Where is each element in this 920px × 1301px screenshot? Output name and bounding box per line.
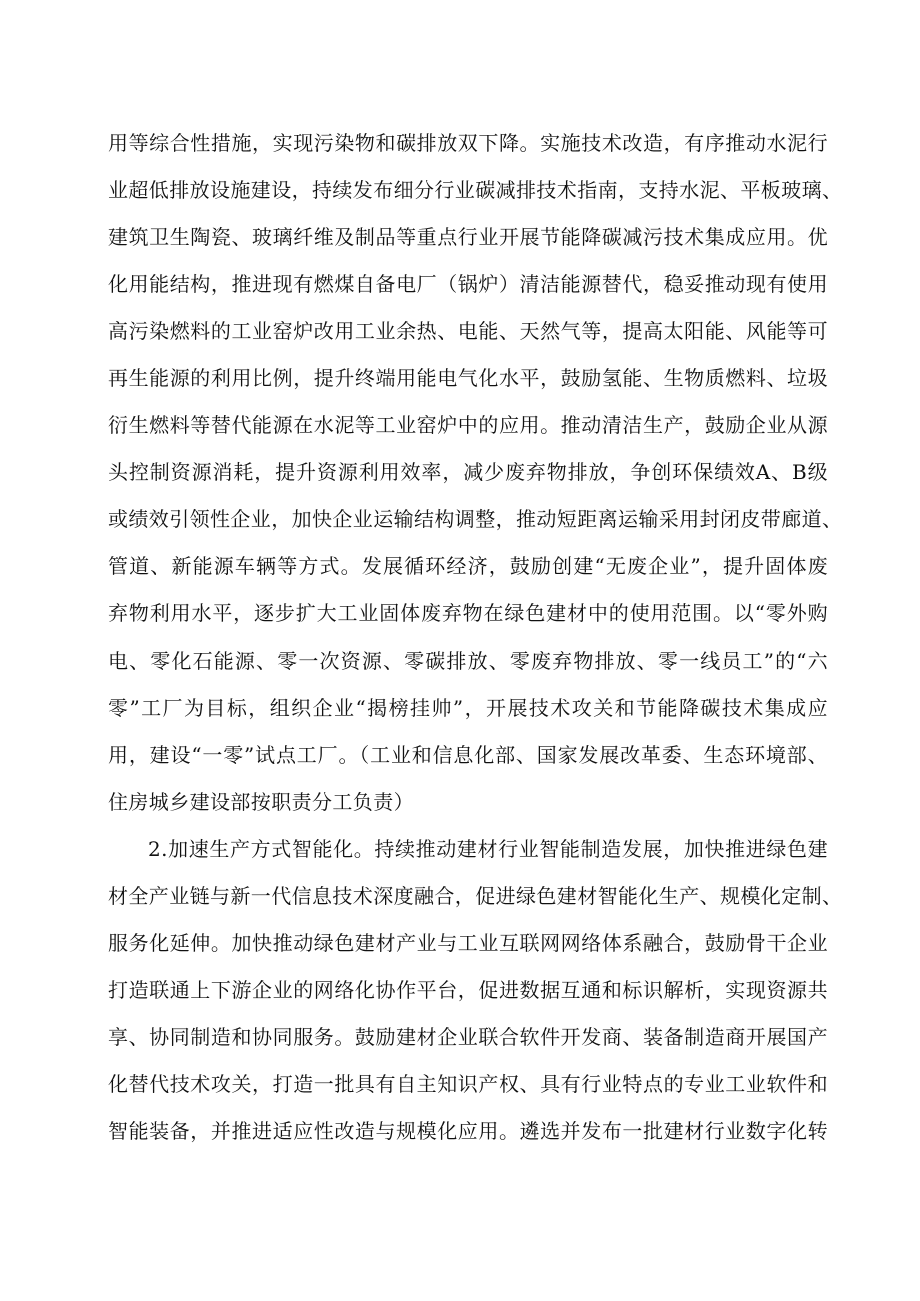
text-line: 业超低排放设施建设，持续发布细分行业碳减排技术指南，支持水泥、平板玻璃、 [108,178,843,203]
text-line: 高污染燃料的工业窑炉改用工业余热、电能、天然气等，提高太阳能、风能等可 [108,319,828,344]
text-line: 或绩效引领性企业，加快企业运输结构调整，推动短距离运输采用封闭皮带廊道、 [108,507,843,532]
text-line: 化用能结构，推进现有燃煤自备电厂（锅炉）清洁能源替代，稳妥推动现有使用 [108,272,828,297]
text-line: 打造联通上下游企业的网络化协作平台，促进数据互通和标识解析，实现资源共 [108,977,828,1002]
text-line: 衍生燃料等替代能源在水泥等工业窑炉中的应用。推动清洁生产，鼓励企业从源 [108,413,828,438]
text-line: 零”工厂为目标，组织企业“揭榜挂帅”，开展技术攻关和节能降碳技术集成应 [108,695,828,720]
text-line: 管道、新能源车辆等方式。发展循环经济，鼓励创建“无废企业”，提升固体废 [108,554,828,579]
text-line: 头控制资源消耗，提升资源利用效率，减少废弃物排放，争创环保绩效A、B级 [108,460,828,485]
text-line: 再生能源的利用比例，提升终端用能电气化水平，鼓励氢能、生物质燃料、垃圾 [108,366,828,391]
text-line: 智能装备，并推进适应性改造与规模化应用。遴选并发布一批建材行业数字化转 [108,1118,828,1143]
text-line: 享、协同制造和协同服务。鼓励建材企业联合软件开发商、装备制造商开展国产 [108,1024,828,1049]
text-line: 材全产业链与新一代信息技术深度融合，促进绿色建材智能化生产、规模化定制、 [108,883,843,908]
body-text [108,120,843,1155]
text-line: 化替代技术攻关，打造一批具有自主知识产权、具有行业特点的专业工业软件和 [108,1071,828,1096]
text-line: 服务化延伸。加快推动绿色建材产业与工业互联网网络体系融合，鼓励骨干企业 [108,930,828,955]
text-line-paragraph-start: 2.加速生产方式智能化。持续推动建材行业智能制造发展，加快推进绿色建 [148,836,828,861]
text-line: 弃物利用水平，逐步扩大工业固体废弃物在绿色建材中的使用范围。以“零外购 [108,601,828,626]
text-line: 用等综合性措施，实现污染物和碳排放双下降。实施技术改造，有序推动水泥行 [108,131,828,155]
text-line-paragraph-end: 住房城乡建设部按职责分工负责） [108,789,414,814]
text-line: 用，建设“一零”试点工厂。（工业和信息化部、国家发展改革委、生态环境部、 [108,742,828,767]
text-line: 建筑卫生陶瓷、玻璃纤维及制品等重点行业开展节能降碳减污技术集成应用。优 [108,225,828,250]
text-line: 电、零化石能源、零一次资源、零碳排放、零废弃物排放、零一线员工”的“六 [108,648,828,673]
